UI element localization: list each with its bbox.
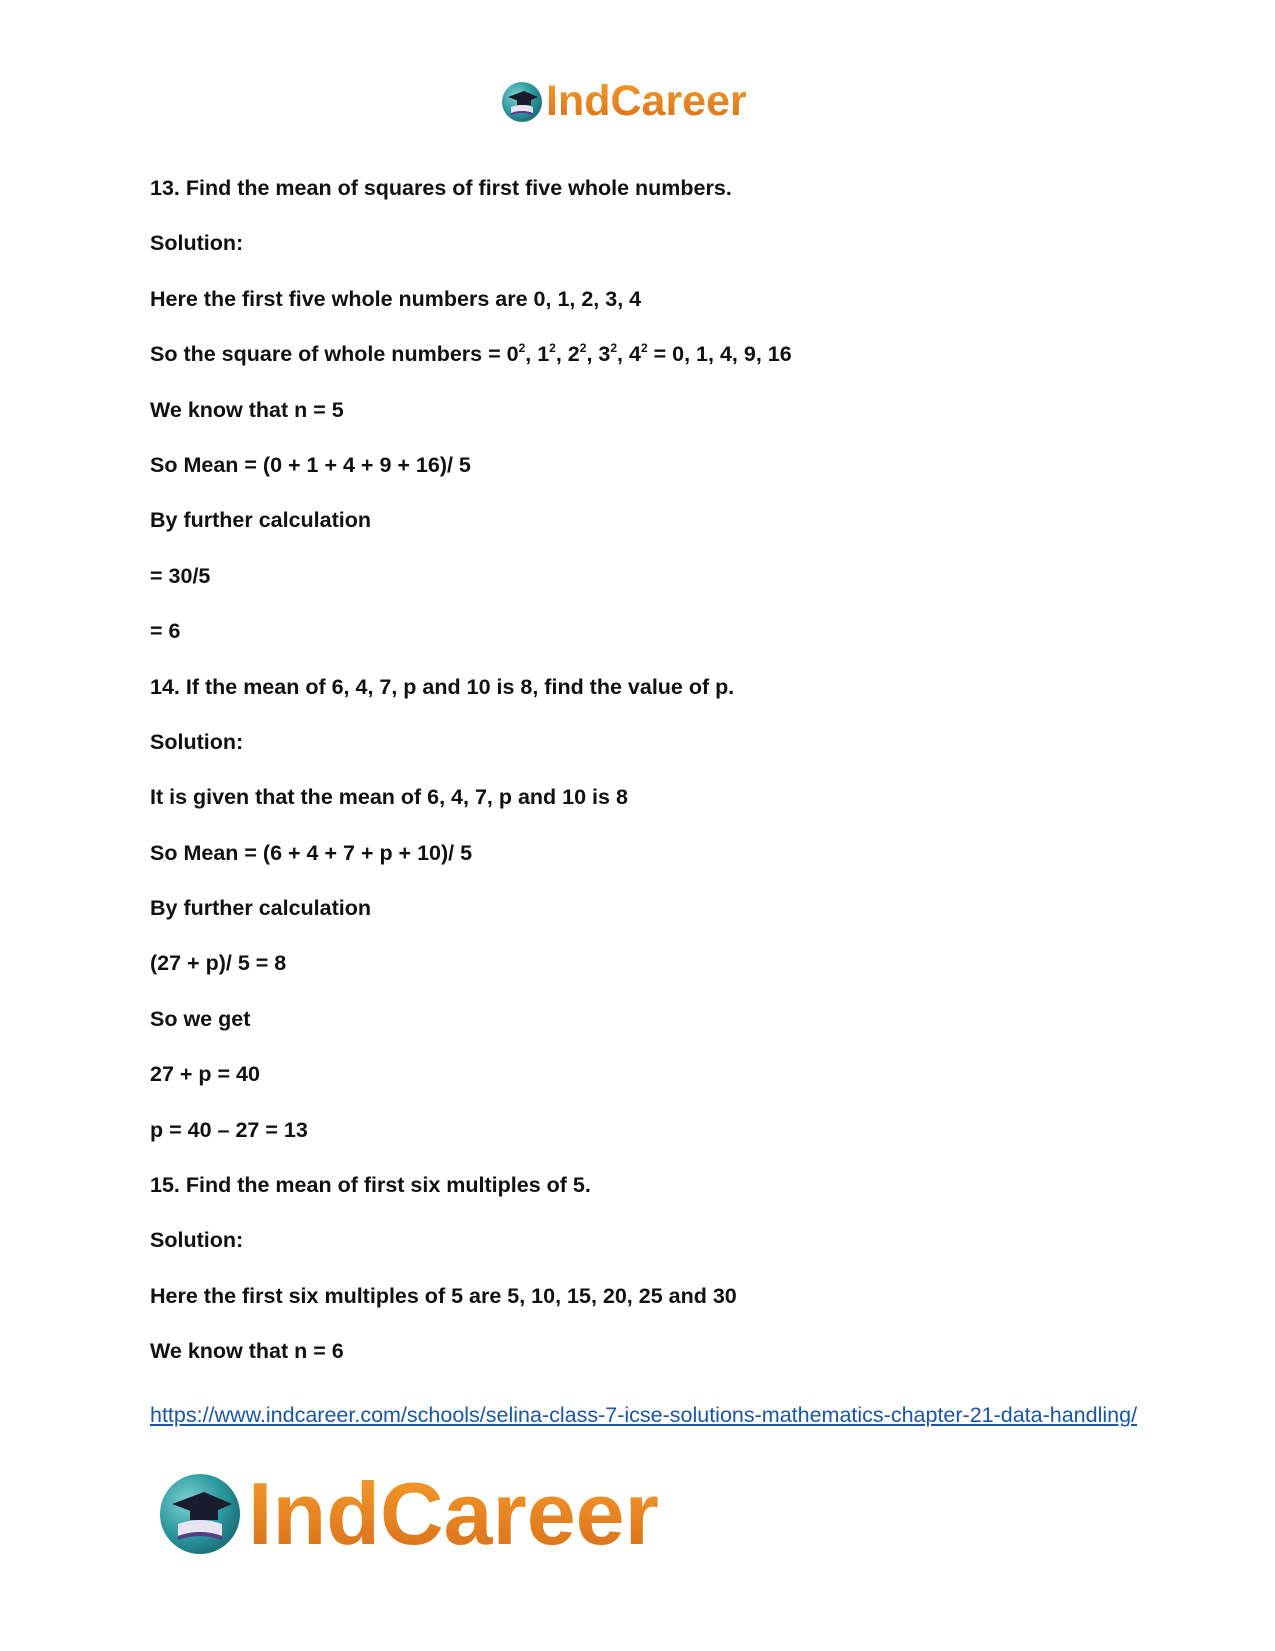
- text-line: 27 + p = 40: [150, 1062, 260, 1087]
- text-line: It is given that the mean of 6, 4, 7, p and 10 is 8: [150, 785, 628, 810]
- text-line: We know that n = 6: [150, 1339, 344, 1364]
- question-14: 14. If the mean of 6, 4, 7, p and 10 is 8, find the value of p.: [150, 674, 735, 699]
- text-line: By further calculation: [150, 508, 372, 533]
- text-line: (27 + p)/ 5 = 8: [150, 951, 287, 976]
- squares-line: [150, 340, 1140, 368]
- text-line: p = 40 – 27 = 13: [150, 1117, 308, 1142]
- squares-text: , 2: [555, 342, 580, 367]
- exponent: 2: [610, 341, 618, 356]
- solution-label: Solution:: [150, 729, 244, 754]
- graduation-cap-book-icon: [502, 82, 542, 122]
- squares-text: , 3: [586, 342, 611, 367]
- source-url-link[interactable]: https://www.indcareer.com/schools/selina-class-7-icse-solutions-mathematics-chapter-21-data-handling/: [150, 1403, 1138, 1427]
- logo-wordmark: IndCareer: [546, 77, 747, 125]
- exponent: 2: [640, 341, 648, 356]
- question-13: 13. Find the mean of squares of first five whole numbers.: [150, 176, 732, 200]
- text-line: We know that n = 5: [150, 397, 344, 422]
- exponent: 2: [518, 341, 526, 356]
- exponent: 2: [579, 341, 587, 356]
- question-15: 15. Find the mean of first six multiples of 5.: [150, 1173, 591, 1198]
- text-line: = 30/5: [150, 563, 211, 588]
- squares-text: , 1: [525, 342, 550, 367]
- graduation-cap-book-icon: [160, 1474, 240, 1554]
- text-line: Here the first six multiples of 5 are 5, 10, 15, 20, 25 and 30: [150, 1283, 737, 1308]
- exponent: 2: [549, 341, 556, 356]
- document-body: [150, 174, 1140, 1393]
- text-line: So Mean = (6 + 4 + 7 + p + 10)/ 5: [150, 840, 473, 865]
- squares-text: So the square of whole numbers = 0: [150, 342, 519, 367]
- solution-label: Solution:: [150, 231, 244, 256]
- solution-label: Solution:: [150, 1228, 244, 1253]
- text-line: So Mean = (0 + 1 + 4 + 9 + 16)/ 5: [150, 452, 471, 477]
- squares-text: , 4: [617, 342, 641, 367]
- text-line: By further calculation: [150, 896, 372, 921]
- logo-wordmark: IndCareer: [248, 1464, 659, 1563]
- text-line: = 6: [150, 619, 181, 644]
- text-line: So we get: [150, 1006, 251, 1031]
- indcareer-logo-footer: [160, 1464, 659, 1563]
- indcareer-logo-header: [502, 77, 747, 125]
- squares-text: = 0, 1, 4, 9, 16: [647, 342, 792, 367]
- text-line: Here the first five whole numbers are 0, 1, 2, 3, 4: [150, 286, 642, 311]
